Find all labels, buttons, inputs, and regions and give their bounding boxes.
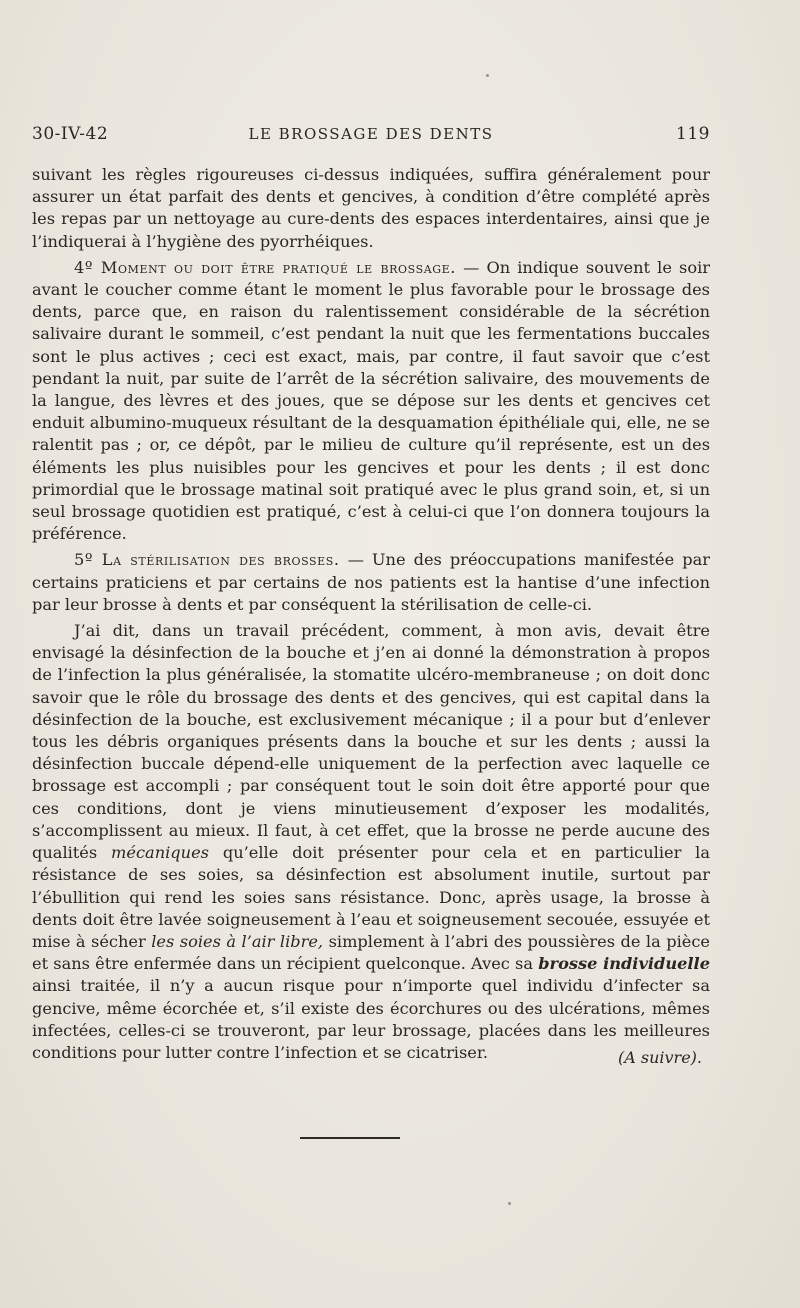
end-rule	[300, 1137, 400, 1139]
emphasis-text: brosse individuelle	[538, 954, 710, 974]
page-number: 119	[676, 124, 710, 144]
emphasis-text: les soies à l’air libre,	[151, 931, 324, 951]
paragraph-continuation	[32, 164, 710, 253]
paragraph-moment	[32, 257, 710, 546]
paragraph-text: qu’elle doit présenter pour cela et en particulier la résistance de ses soies, sa désinfection est absolument inutile, surtout par l’ébullition qui rend les soies sans résistance. Donc, après usage, la brosse à dents doit être lavée soigneusement à l’eau et soigneusement secouée, essuyée et mise à sécher	[32, 843, 710, 951]
date-label: 30-IV-42	[32, 124, 109, 144]
paragraph-text: ainsi traitée, il n’y a aucun risque pour n’importe quel individu d’infecter sa gencive, même écorchée et, s’il existe des écorchures ou des ulcérations, mêmes infectées, celles-ci se trouveront, par leur brossage, placées dans les meilleures conditions pour lutter contre l’infection et se cicatriser.	[32, 976, 710, 1062]
paragraph-text: simplement à l’abri des poussières de la pièce et sans être enfermée dans un récipient quelconque. Avec sa	[32, 931, 711, 974]
chapter-title: LE BROSSAGE DES DENTS	[248, 125, 494, 143]
paper-speck	[486, 74, 489, 77]
paragraph-sterilisation	[32, 549, 710, 616]
paper-speck	[508, 1202, 511, 1205]
paragraph-text: J’ai dit, dans un travail précédent, comment, à mon avis, devait être envisagé la désinfection de la bouche et j’en ai donné la démonstration à propos de l’infection la plus généralisée, la stomatite ulcéro-membraneuse ; on doit donc savoir que le rôle du brossage des dents et des gencives, qui est capital dans la désinfection de la bouche, est exclusivement mécanique ; il a pour but d’enlever tous les débris organiques présents dans la bouche et sur les dents ; aussi la désinfection buccale dépend-elle uniquement de la perfection avec laquelle ce brossage est accompli ; par conséquent tout le soin doit être apporté pour que ces conditions, dont je viens minutieusement d’exposer les modalités, s’accomplissent au mieux. Il faut, à cet effet, que la brosse ne perde aucune des qualités	[32, 621, 710, 863]
emphasis-text: mécaniques	[111, 843, 209, 863]
main-text	[32, 164, 710, 1068]
running-head	[32, 124, 710, 148]
paragraph-text: — On indique souvent le soir avant le coucher comme étant le moment le plus favorable pour le brossage des dents, parce que, en raison du ralentissement considérable de la sécrétion salivaire durant le sommeil, c’est pendant la nuit que les fermentations buccales sont le plus actives ; ceci est exact, mais, par contre, il faut savoir que c’est pendant la nuit, par suite de l’arrêt de la sécrétion salivaire, des mouvements de la langue, des lèvres et des joues, que se dépose sur les dents et gencives cet enduit albumino-muqueux résultant de la desquamation épithéliale qui, elle, ne se ralentit pas ; or, ce dépôt, par le milieu de culture qu’il représente, est un des éléments les plus nuisibles pour les gencives et pour les dents ; il est donc primordial que le brossage matinal soit pratiqué avec le plus grand soin, et, si un seul brossage quotidien est pratiqué, c’est à celui-ci que l’on donnera toujours la préférence.	[32, 257, 710, 544]
section-heading: 4º Moment ou doit être pratiqué le brossage.	[74, 257, 457, 277]
paragraph-text: suivant les règles rigoureuses ci-dessus indiquées, suffira généralement pour assurer un état parfait des dents et gencives, à condition d’être complété après les repas par un nettoyage au cure-dents des espaces interdentaires, ainsi que je l’indiquerai à l’hygiène des pyorrhéiques.	[32, 165, 710, 251]
paragraph-text: — Une des préoccupations manifestée par certains praticiens et par certains de nos patients est la hantise d’une infection par leur brosse à dents et par conséquent la stérilisation de celle-ci.	[32, 550, 710, 614]
section-heading: 5º La stérilisation des brosses.	[74, 550, 340, 570]
paragraph-disinfection	[32, 620, 710, 1064]
to-be-continued: (A suivre).	[618, 1048, 702, 1067]
